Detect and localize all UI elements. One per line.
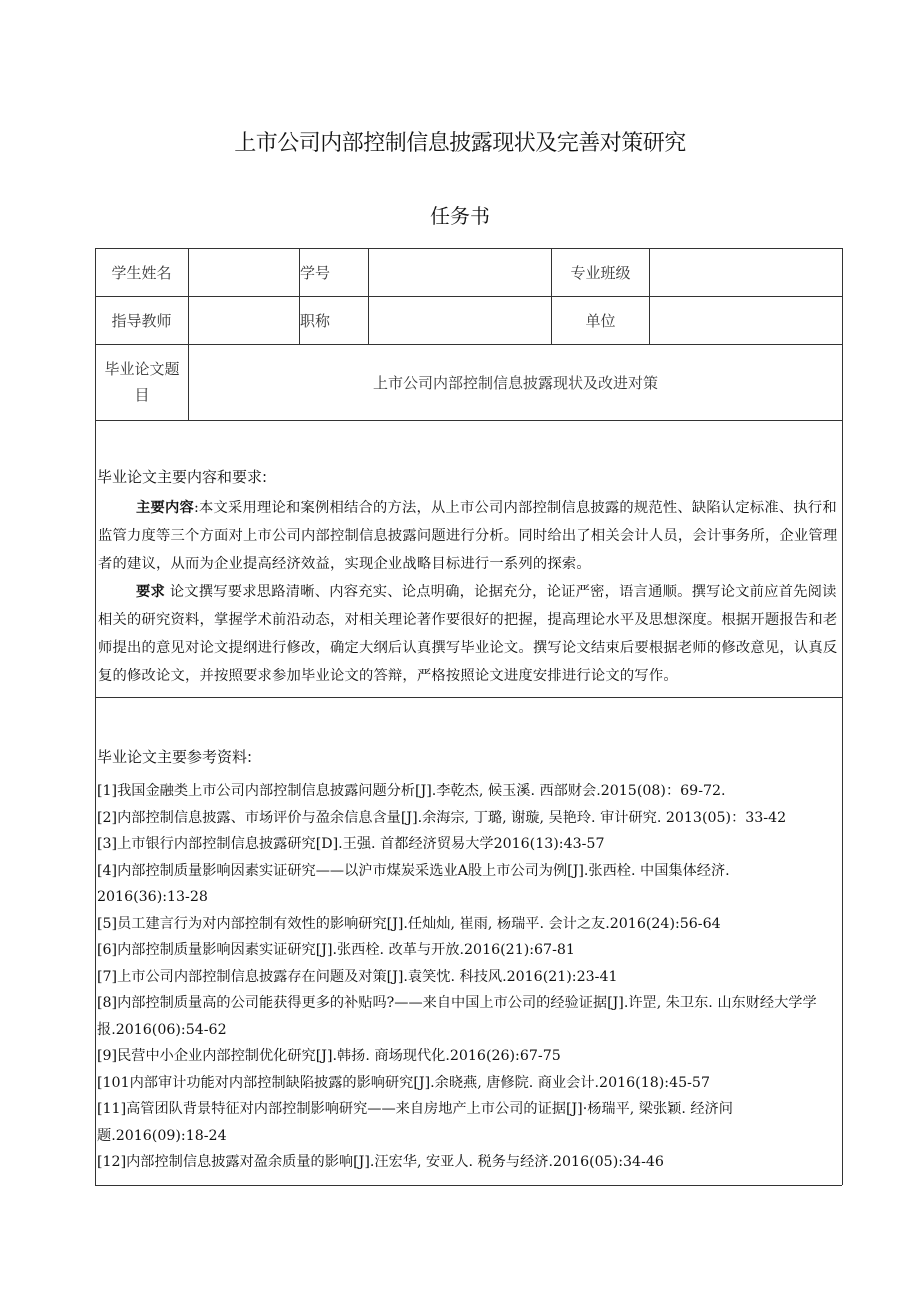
- student-name-field[interactable]: [189, 248, 299, 296]
- reference-item: [2]内部控制信息披露、市场评价与盈余信息含量[J].余海宗, 丁璐, 谢璇, 吴艳玲. 审计研究. 2013(05)：33-42: [97, 809, 787, 826]
- content-heading: 毕业论文主要内容和要求:: [97, 468, 268, 486]
- main-content-label: 主要内容: [136, 500, 194, 516]
- thesis-title-label: 毕业论文题目: [104, 360, 180, 404]
- advisor-label: 指导教师: [111, 311, 172, 330]
- row-divider: [95, 420, 842, 421]
- student-name-label: 学生姓名: [111, 263, 172, 282]
- document-title: 上市公司内部控制信息披露现状及完善对策研究: [234, 131, 686, 156]
- reference-item: [101内部审计功能对内部控制缺陷披露的影响研究[J].余晓燕, 唐修院. 商业会计.2016(18):45-57: [97, 1074, 710, 1091]
- document-subtitle: 任务书: [430, 204, 490, 228]
- references-heading: 毕业论文主要参考资料:: [97, 748, 253, 766]
- requirements-label: 要求: [136, 584, 165, 600]
- reference-item: [3]上市银行内部控制信息披露研究[D].王强. 首都经济贸易大学2016(13):43-57: [97, 836, 605, 852]
- reference-item: [11]高管团队背景特征对内部控制影响研究——来自房地产上市公司的证据[J]·杨瑞平, 梁张颖. 经济问题.2016(09):18-24: [97, 1101, 733, 1144]
- reference-item: [1]我国金融类上市公司内部控制信息披露问题分析[J].李乾杰, 候玉溪. 西部财会.2015(08)：69-72.: [97, 783, 726, 799]
- reference-item: [7]上市公司内部控制信息披露存在问题及对策[J].袁笑忱. 科技风.2016(21):23-41: [97, 968, 618, 985]
- reference-item: [8]内部控制质量高的公司能获得更多的补贴吗?——来自中国上市公司的经验证据[J].许罡, 朱卫东. 山东财经大学学报.2016(06):54-62: [97, 995, 817, 1038]
- advisor-field[interactable]: [189, 296, 299, 344]
- student-id-field[interactable]: [369, 248, 551, 296]
- row-divider: [95, 697, 842, 698]
- thesis-title-value: 上市公司内部控制信息披露现状及改进对策: [372, 373, 658, 392]
- reference-item: [12]内部控制信息披露对盈余质量的影响[J].汪宏华, 安亚人. 税务与经济.2016(05):34-46: [97, 1154, 664, 1170]
- unit-label: 单位: [585, 311, 616, 330]
- title-rank-label: 职称: [300, 311, 331, 330]
- major-class-field[interactable]: [650, 248, 842, 296]
- title-rank-field[interactable]: [369, 296, 551, 344]
- unit-field[interactable]: [650, 296, 842, 344]
- major-class-label: 专业班级: [570, 263, 631, 282]
- reference-item: [6]内部控制质量影响因素实证研究[J].张西栓. 改革与开放.2016(21):67-81: [97, 942, 575, 958]
- requirements-text: 论文撰写要求思路清晰、内容充实、论点明确，论据充分，论证严密，语言通顺。撰写论文前应首先阅读相关的研究资料，掌握学术前沿动态，对相关理论著作要很好的把握，提高理论水平及思想深度。根据开题报告和老师提出的意见对论文提纲进行修改，确定大纲后认真撰写毕业论文。撰写论文结束后要根据老师的修改意见，认真反复的修改论文，并按照要求参加毕业论文的答辩，严格按照论文进度安排进行论文的写作。: [98, 584, 838, 684]
- reference-item: [5]员工建言行为对内部控制有效性的影响研究[J].任灿灿, 崔雨, 杨瑞平. 会计之友.2016(24):56-64: [97, 915, 721, 932]
- content-requirements-paragraph: [98, 578, 840, 690]
- reference-list: [97, 778, 839, 1176]
- reference-item: [4]内部控制质量影响因素实证研究——以沪市煤炭采选业A股上市公司为例[J].张西栓. 中国集体经济. 2016(36):13-28: [97, 862, 730, 905]
- student-id-label: 学号: [300, 263, 331, 282]
- table-border: [842, 248, 843, 1185]
- content-main-paragraph: [98, 494, 840, 578]
- reference-item: [9]民营中小企业内部控制优化研究[J].韩扬. 商场现代化.2016(26):67-75: [97, 1048, 561, 1064]
- table-border: [95, 1185, 842, 1186]
- table-border: [95, 248, 96, 1185]
- main-content-text: :本文采用理论和案例相结合的方法，从上市公司内部控制信息披露的规范性、缺陷认定标准、执行和监管力度等三个方面对上市公司内部控制信息披露问题进行分析。同时给出了相关会计人员，会计事务所，企业管理者的建议，从而为企业提高经济效益，实现企业战略目标进行一系列的探索。: [98, 500, 838, 572]
